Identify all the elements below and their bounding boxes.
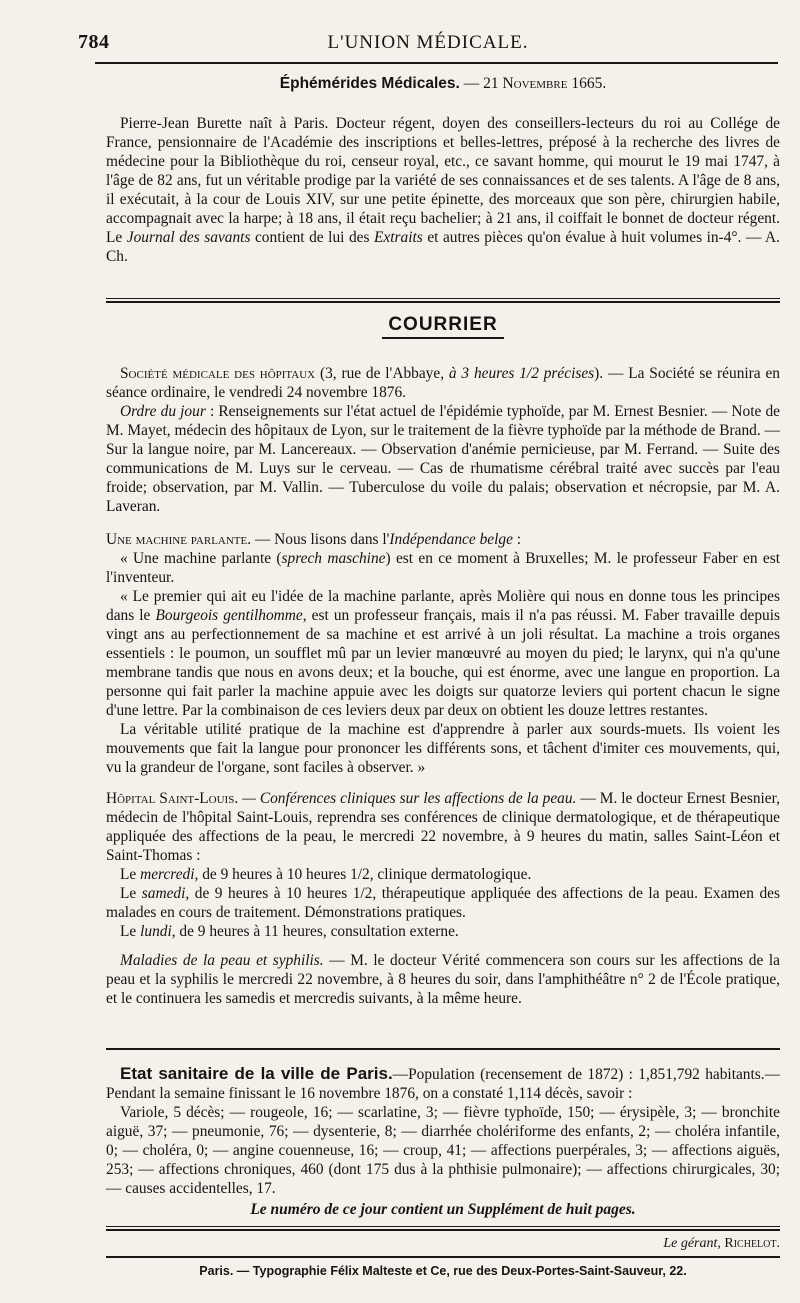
imprint-rule bbox=[106, 1256, 780, 1258]
schedule-mercredi: Le mercredi, de 9 heures à 10 heures 1/2, clinique dermatologique. bbox=[120, 866, 532, 883]
journal-title: L'UNION MÉDICALE. bbox=[327, 32, 529, 53]
societe-medicale-notice: Société médicale des hôpitaux (3, rue de l'Abbaye, à 3 heures 1/2 précises). — La Société se réunira en séance ordinaire, le vendredi 24 novembre 1876. bbox=[106, 365, 780, 401]
running-head bbox=[78, 24, 778, 54]
machine-parlante-intro: Une machine parlante. — Nous lisons dans l'Indépendance belge : bbox=[106, 531, 522, 548]
section-divider-2 bbox=[106, 1048, 780, 1050]
page-number: 784 bbox=[78, 31, 110, 53]
section-divider bbox=[106, 298, 780, 303]
ephemerides-heading: Éphémérides Médicales. — 21 Novembre 1665. bbox=[279, 75, 607, 92]
machine-parlante-p1: « Une machine parlante (sprech maschine) est en ce moment à Bruxelles; M. le professeur Faber en est l'inventeur. bbox=[106, 550, 780, 586]
footer-rule bbox=[106, 1226, 780, 1231]
courrier-body bbox=[106, 364, 780, 1008]
ordre-du-jour: Ordre du jour : Renseignements sur l'état actuel de l'épidémie typhoïde, par M. Ernest Besnier. — Note de M. Mayet, médecin des hôpitaux de Lyon, sur le traitement de la fièvre typhoïde par la méthode de Brand. — Sur la langue noire, par M. Lancereaux. — Observation d'anémie pernicieuse, par M. Ferrand. — Suite des communications de M. Luys sur le cerveau. — Cas de rhumatisme cérébral traité avec succès par l'eau froide; observation, par M. Vallin. — Tuberculose du voile du palais; observation et nécropsie, par M. A. Laveran. bbox=[106, 403, 780, 515]
etat-sanitaire-section bbox=[106, 1064, 780, 1219]
schedule-samedi: Le samedi, de 9 heures à 10 heures 1/2, thérapeutique appliquée des affections de la peau. Examen des malades en cours de traitement. Démonstrations pratiques. bbox=[106, 885, 780, 921]
machine-parlante-p3: La véritable utilité pratique de la machine est d'apprendre à parler aux sourds-muets. Ils voient les mouvements que fait la langue pour prononcer les différents sons, et tâchent d'imiter ces mouvements, qui, vu la grandeur de l'organe, sont faciles à observer. » bbox=[106, 721, 780, 776]
etat-sanitaire-intro: Etat sanitaire de la ville de Paris.—Population (recensement de 1872) : 1,851,792 habitants.—Pendant la semaine finissant le 16 novembre 1876, on a constaté 1,114 décès, savoir : bbox=[106, 1064, 780, 1102]
supplement-notice: Le numéro de ce jour contient un Supplément de huit pages. bbox=[250, 1201, 636, 1218]
courrier-heading: COURRIER bbox=[106, 314, 780, 339]
ephemerides-section bbox=[106, 74, 780, 266]
machine-parlante-p2: « Le premier qui ait eu l'idée de la machine parlante, après Molière qui nous en donne tous les principes dans le Bourgeois gentilhomme, est un professeur français, mais il n'a pas réussi. M. Faber travaille depuis vingt ans au perfectionnement de sa machine et est arrivé à un joli résultat. La machine a trois organes essentiels : le poumon, un soufflet mû par un levier manœuvré au moyen du pied; le larynx, qui n'a qu'une membrane tandis que nous en avons deux; et la bouche, qui est énorme, avec une langue en proportion. La personne qui fait parler la machine appuie avec les doigts sur quatorze leviers qui portent chacun le signe d'une lettre. Par la combinaison de ces leviers deux par deux on obtient les douze lettres restantes. bbox=[106, 588, 781, 719]
etat-sanitaire-statistics: Variole, 5 décès; — rougeole, 16; — scarlatine, 3; — fièvre typhoïde, 150; — érysipèle, 3; — bronchite aiguë, 37; — pneumonie, 76; — dysenterie, 8; — diarrhée cholériforme des enfants, 2; — choléra infantile, 0; — choléra, 0; — angine couenneuse, 16; — croup, 41; — affections puerpérales, 3; — affections aiguës, 253; — affections chroniques, 460 (dont 175 dus à la phthisie pulmonaire); — affections chirurgicales, 30; — causes accidentelles, 17. bbox=[106, 1104, 780, 1197]
header-rule bbox=[95, 62, 778, 64]
printer-imprint: Paris. — Typographie Félix Malteste et Ce, rue des Deux-Portes-Saint-Sauveur, 22. bbox=[199, 1264, 687, 1278]
schedule-lundi: Le lundi, de 9 heures à 11 heures, consultation externe. bbox=[120, 923, 459, 940]
maladies-peau-notice: Maladies de la peau et syphilis. — M. le docteur Vérité commencera son cours sur les affections de la peau et la syphilis le mercredi 22 novembre, à 8 heures du soir, dans l'amphithéâtre n° 2 de l'École pratique, et le continuera les samedis et mercredis suivants, à la même heure. bbox=[106, 952, 780, 1007]
ephemerides-body: Pierre-Jean Burette naît à Paris. Docteur régent, doyen des conseillers-lecteurs du roi au Collége de France, pensionnaire de l'Académie des inscriptions et belles-lettres, préposé à la recherche des livres de médecine pour la Bibliothèque du roi, censeur royal, etc., ce savant homme, qui mourut le 19 mai 1747, à l'âge de 82 ans, fut un véritable prodige par la variété de ses connaissances et de ses talents. A l'âge de 8 ans, il exécutait, à la cour de Louis XIV, sur une petite épinette, des morceaux que son père, chirurgien habile, accompagnait avec la harpe; à 18 ans, il était reçu bachelier; à 21 ans, il coiffait le bonnet de docteur régent. Le Journal des savants contient de lui des Extraits et autres pièces qu'on évalue à huit volumes in-4°. — A. Ch. bbox=[106, 115, 780, 265]
saint-louis-notice: Hôpital Saint-Louis. — Conférences cliniques sur les affections de la peau. — M. le docteur Ernest Besnier, médecin de l'hôpital Saint-Louis, reprendra ses conférences de clinique dermatologique, et de thérapeutique appliquée des affections de la peau, le mercredi 22 novembre, à 9 heures du matin, salles Saint-Léon et Saint-Thomas : bbox=[106, 790, 780, 864]
gerant-line: Le gérant, Richelot. bbox=[663, 1236, 780, 1251]
